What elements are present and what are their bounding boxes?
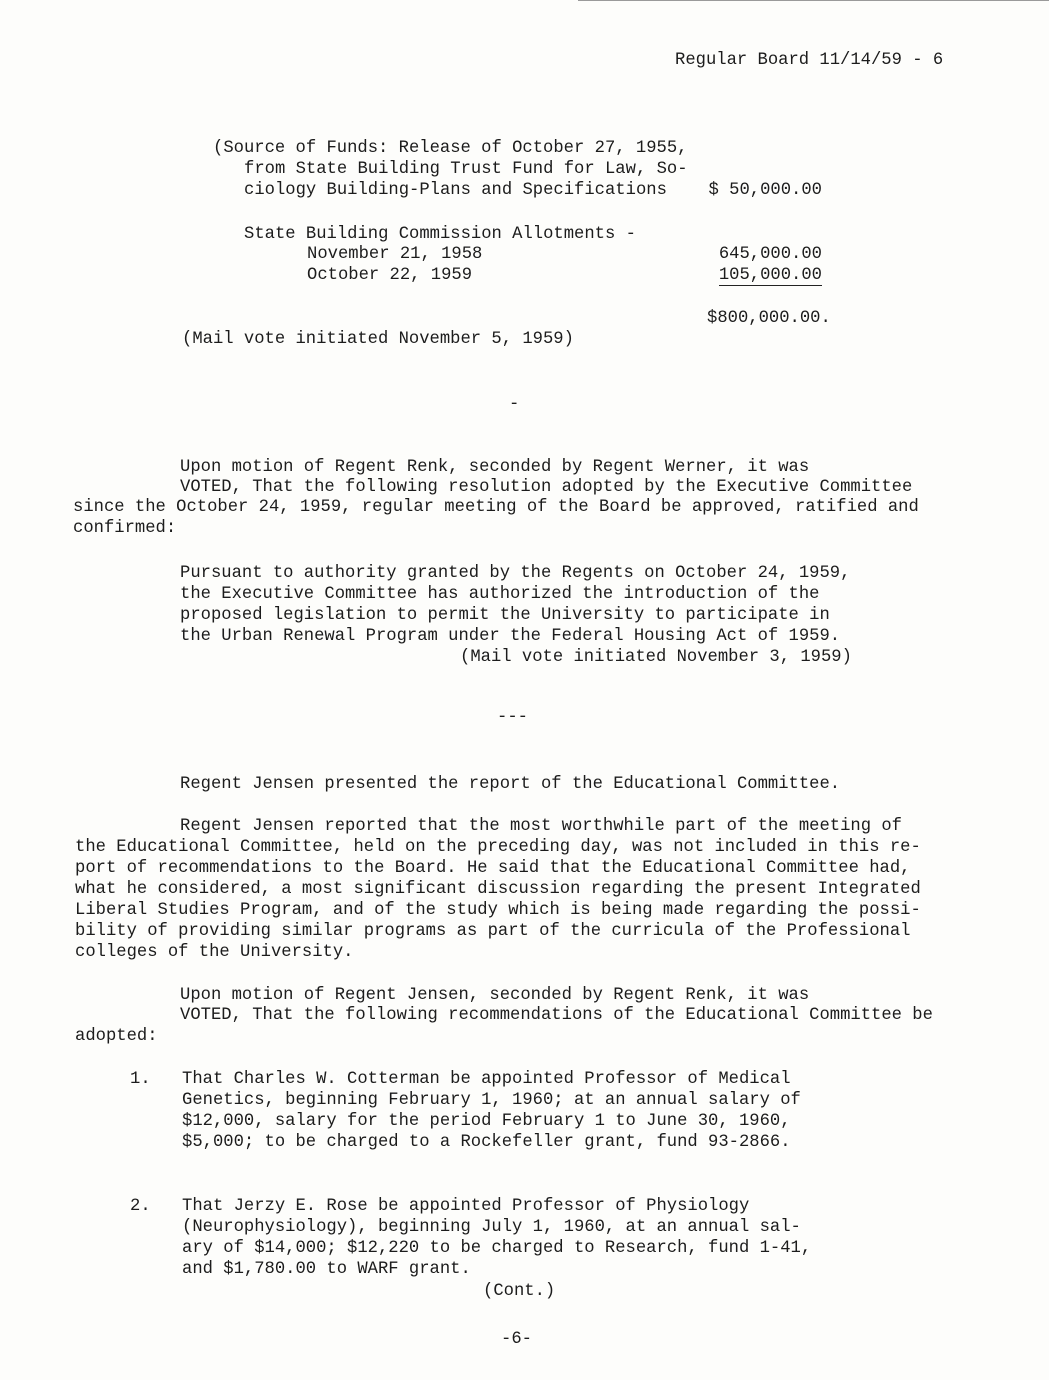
education-para-line-7: colleges of the University. xyxy=(75,943,354,962)
top-edge-rule xyxy=(578,0,1049,1)
jensen-motion-line-2: VOTED, That the following recommendations of the Educational Committee be xyxy=(180,1006,933,1025)
renk-motion-line-4: confirmed: xyxy=(73,519,177,538)
resolution-line-2: the Executive Committee has authorized the introduction of the xyxy=(180,585,820,604)
item-line: ary of $14,000; $12,220 to be charged to Research, fund 1-41, xyxy=(182,1239,812,1258)
mail-vote-note-2: (Mail vote initiated November 3, 1959) xyxy=(460,648,852,667)
education-para-line-6: bility of providing similar programs as part of the curricula of the Professional xyxy=(75,922,911,941)
allotment-amount-1: 645,000.00 xyxy=(718,245,822,264)
funds-total: $800,000.00. xyxy=(707,309,831,328)
education-para-line-3: port of recommendations to the Board. He said that the Educational Committee had, xyxy=(75,859,911,878)
jensen-motion-line-1: Upon motion of Regent Jensen, seconded by Regent Renk, it was xyxy=(180,986,810,1005)
item-line: That Jerzy E. Rose be appointed Professor of Physiology xyxy=(182,1197,750,1216)
funds-amount-1: $ 50,000.00 xyxy=(708,181,822,200)
allotment-amount-2-text: 105,000.00 xyxy=(718,266,822,285)
education-para-line-5: Liberal Studies Program, and of the study which is being made regarding the possi- xyxy=(75,901,921,920)
section-separator-1: - xyxy=(509,395,520,414)
item-line: $12,000, salary for the period February 1 to June 30, 1960, xyxy=(182,1112,791,1131)
funds-line-3: ciology Building-Plans and Specifications xyxy=(244,181,667,200)
page-header: Regular Board 11/14/59 - 6 xyxy=(675,51,944,70)
section-separator-2: --- xyxy=(497,708,528,727)
item-line: and $1,780.00 to WARF grant. xyxy=(182,1260,471,1279)
item-line: That Charles W. Cotterman be appointed Professor of Medical xyxy=(182,1070,791,1089)
jensen-motion-line-3: adopted: xyxy=(75,1027,158,1046)
education-para-line-1: Regent Jensen reported that the most worthwhile part of the meeting of xyxy=(180,817,902,836)
renk-motion-line-2: VOTED, That the following resolution adopted by the Executive Committee xyxy=(180,478,913,497)
resolution-line-4: the Urban Renewal Program under the Federal Housing Act of 1959. xyxy=(180,627,841,646)
page-number: -6- xyxy=(501,1330,532,1349)
item-line: (Neurophysiology), beginning July 1, 1960, at an annual sal- xyxy=(182,1218,801,1237)
allotment-date-2: October 22, 1959 xyxy=(307,266,473,285)
resolution-line-3: proposed legislation to permit the University to participate in xyxy=(180,606,830,625)
item-line: $5,000; to be charged to a Rockefeller grant, fund 93-2866. xyxy=(182,1133,791,1152)
resolution-line-1: Pursuant to authority granted by the Regents on October 24, 1959, xyxy=(180,564,851,583)
continued-note: (Cont.) xyxy=(483,1282,556,1301)
education-para-line-4: what he considered, a most significant discussion regarding the present Integrated xyxy=(75,880,921,899)
renk-motion-line-3: since the October 24, 1959, regular meeting of the Board be approved, ratified and xyxy=(73,498,919,517)
item-line: Genetics, beginning February 1, 1960; at an annual salary of xyxy=(182,1091,801,1110)
education-para-line-2: the Educational Committee, held on the preceding day, was not included in this re- xyxy=(75,838,921,857)
education-intro: Regent Jensen presented the report of the Educational Committee. xyxy=(180,775,841,794)
funds-line-1: (Source of Funds: Release of October 27, 1955, xyxy=(213,139,688,158)
allotments-title: State Building Commission Allotments - xyxy=(244,225,636,244)
funds-line-2: from State Building Trust Fund for Law, So- xyxy=(244,160,688,179)
allotment-date-1: November 21, 1958 xyxy=(307,245,483,264)
mail-vote-note-1: (Mail vote initiated November 5, 1959) xyxy=(182,330,574,349)
item-number: 1. xyxy=(130,1070,151,1089)
renk-motion-line-1: Upon motion of Regent Renk, seconded by Regent Werner, it was xyxy=(180,458,810,477)
item-number: 2. xyxy=(130,1197,151,1216)
allotment-amount-2 xyxy=(680,265,822,286)
